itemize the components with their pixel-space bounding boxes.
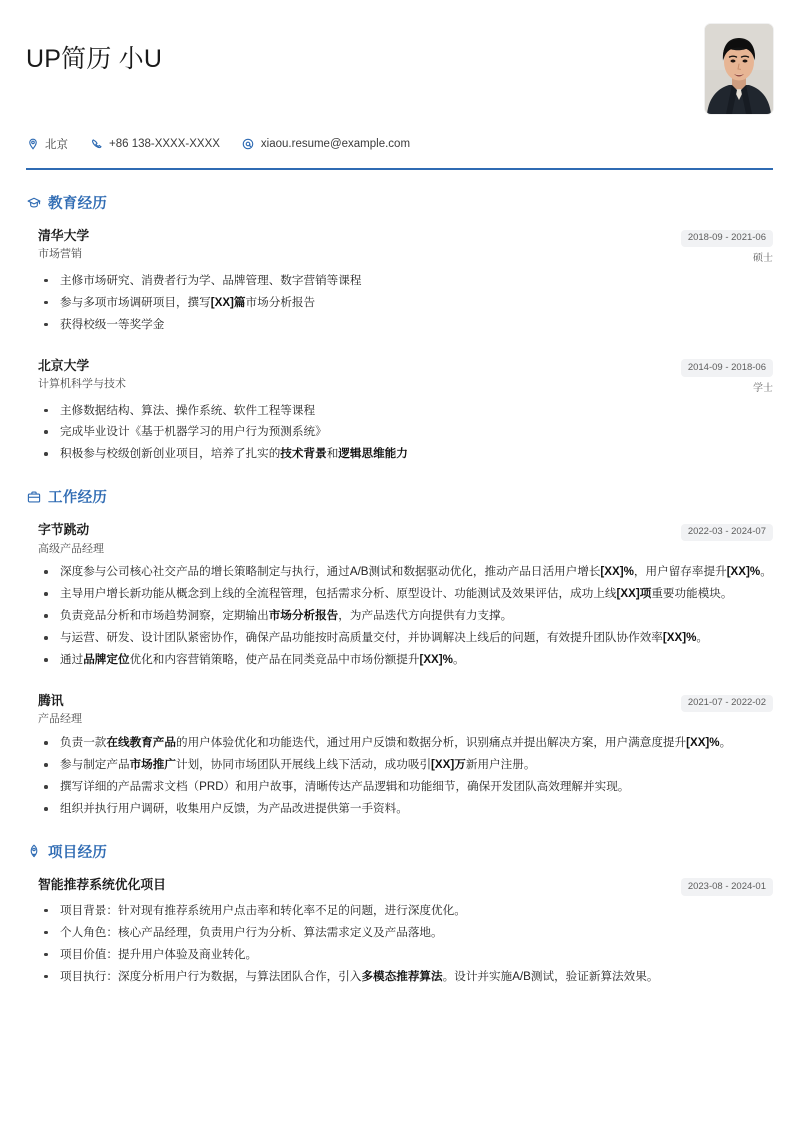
phone-icon — [90, 138, 103, 151]
contact-email — [242, 138, 410, 151]
entry-organization: 北京大学 — [38, 357, 90, 373]
section-title-label: 项目经历 — [48, 844, 108, 861]
graduation-cap-icon — [26, 195, 41, 210]
entry — [26, 521, 773, 670]
section-title-work — [26, 486, 773, 507]
contact-location — [26, 136, 68, 152]
bullet-item: 撰写详细的产品需求文档（PRD）和用户故事，清晰传达产品逻辑和功能细节，确保开发团队高效理解并实现。 — [38, 777, 773, 797]
entry-list — [26, 521, 773, 819]
entry-organization: 字节跳动 — [38, 522, 90, 538]
entry-organization: 腾讯 — [38, 693, 64, 709]
entry-meta — [665, 521, 773, 541]
section-title-education — [26, 192, 773, 213]
entry-header — [38, 876, 773, 896]
entry-degree: 硕士 — [753, 252, 773, 264]
entry-headline — [38, 876, 665, 893]
bullet-item: 通过品牌定位优化和内容营销策略，使产品在同类竞品中市场份额提升[XX]%。 — [38, 650, 773, 670]
entry-subtitle: 高级产品经理 — [38, 542, 104, 555]
email-at-icon — [242, 138, 255, 151]
briefcase-icon — [26, 489, 41, 504]
entry-header — [38, 521, 773, 556]
bullet-list — [38, 271, 773, 335]
bullet-list — [38, 901, 773, 987]
entry-subtitle: 市场营销 — [38, 248, 82, 261]
entry — [26, 357, 773, 465]
entry-meta — [665, 692, 773, 712]
bullet-item: 项目执行：深度分析用户行为数据，与算法团队合作，引入多模态推荐算法。设计并实施A/B测试，验证新算法效果。 — [38, 967, 773, 987]
entry-meta — [665, 227, 773, 265]
contact-phone-value: +86 138-XXXX-XXXX — [109, 138, 220, 150]
contact-row — [26, 136, 773, 152]
section-title-projects — [26, 841, 773, 862]
entry-degree: 学士 — [753, 382, 773, 394]
date-badge: 2022-03 - 2024-07 — [681, 524, 773, 541]
entry-meta — [665, 876, 773, 896]
bullet-list — [38, 401, 773, 465]
date-badge: 2014-09 - 2018-06 — [681, 359, 773, 376]
entry-meta — [665, 357, 773, 395]
entry — [26, 692, 773, 819]
bullet-item: 个人角色：核心产品经理，负责用户行为分析、算法需求定义及产品落地。 — [38, 923, 773, 943]
bullet-item: 主导用户增长新功能从概念到上线的全流程管理，包括需求分析、原型设计、功能测试及效果评估，成功上线[XX]项重要功能模块。 — [38, 584, 773, 604]
bullet-item: 积极参与校级创新创业项目，培养了扎实的技术背景和逻辑思维能力 — [38, 444, 773, 464]
contact-location-value: 北京 — [45, 139, 68, 151]
date-badge: 2018-09 - 2021-06 — [681, 230, 773, 247]
entry-headline — [38, 692, 665, 727]
entry-headline — [38, 227, 665, 262]
bullet-item: 参与多项市场调研项目，撰写[XX]篇市场分析报告 — [38, 293, 773, 313]
entry-header — [38, 227, 773, 265]
header-left — [26, 24, 162, 74]
entry-subtitle: 产品经理 — [38, 713, 82, 726]
section-title-label: 工作经历 — [48, 490, 108, 507]
entry-header — [38, 692, 773, 727]
entry-organization: 智能推荐系统优化项目 — [38, 876, 166, 892]
entry-organization: 清华大学 — [38, 228, 90, 243]
entry-list — [26, 227, 773, 464]
resume-header — [26, 24, 773, 116]
section-education — [26, 192, 773, 464]
contact-phone — [90, 138, 220, 151]
bullet-item: 与运营、研发、设计团队紧密协作，确保产品功能按时高质量交付，并协调解决上线后的问题，有效提升团队协作效率[XX]%。 — [38, 628, 773, 648]
bullet-item: 负责一款在线教育产品的用户体验优化和功能迭代，通过用户反馈和数据分析，识别痛点并提出解决方案，用户满意度提升[XX]%。 — [38, 733, 773, 753]
sections-container — [26, 192, 773, 987]
entry-headline — [38, 357, 665, 392]
avatar-photo-icon — [705, 24, 773, 114]
avatar — [705, 24, 773, 114]
entry — [26, 876, 773, 987]
bullet-list — [38, 562, 773, 670]
bullet-item: 组织并执行用户调研，收集用户反馈，为产品改进提供第一手资料。 — [38, 799, 773, 819]
contact-email-value: xiaou.resume@example.com — [260, 138, 411, 150]
bullet-item: 深度参与公司核心社交产品的增长策略制定与执行，通过A/B测试和数据驱动优化，推动产品日活用户增长[XX]%，用户留存率提升[XX]%。 — [38, 562, 773, 582]
bullet-item: 完成毕业设计《基于机器学习的用户行为预测系统》 — [38, 422, 773, 442]
bullet-item: 项目价值：提升用户体验及商业转化。 — [38, 945, 773, 965]
entry-list — [26, 876, 773, 987]
section-projects — [26, 841, 773, 987]
entry-subtitle: 计算机科学与技术 — [38, 377, 126, 390]
date-badge: 2023-08 - 2024-01 — [681, 878, 773, 895]
entry — [26, 227, 773, 335]
header-divider — [26, 168, 773, 170]
entry-header — [38, 357, 773, 395]
bullet-item: 获得校级一等奖学金 — [38, 315, 773, 335]
location-pin-icon — [26, 138, 39, 151]
bullet-item: 主修市场研究、消费者行为学、品牌管理、数字营销等课程 — [38, 271, 773, 291]
bullet-list — [38, 733, 773, 819]
bullet-item: 负责竞品分析和市场趋势洞察，定期输出市场分析报告，为产品迭代方向提供有力支撑。 — [38, 606, 773, 626]
bullet-item: 参与制定产品市场推广计划，协同市场团队开展线上线下活动，成功吸引[XX]万新用户注册。 — [38, 755, 773, 775]
date-badge: 2021-07 - 2022-02 — [681, 695, 773, 712]
rocket-icon — [26, 844, 41, 859]
bullet-item: 主修数据结构、算法、操作系统、软件工程等课程 — [38, 401, 773, 421]
page-title: UP简历 小U — [26, 45, 163, 73]
section-work — [26, 486, 773, 819]
bullet-item: 项目背景：针对现有推荐系统用户点击率和转化率不足的问题，进行深度优化。 — [38, 901, 773, 921]
section-title-label: 教育经历 — [48, 196, 108, 212]
entry-headline — [38, 521, 665, 556]
